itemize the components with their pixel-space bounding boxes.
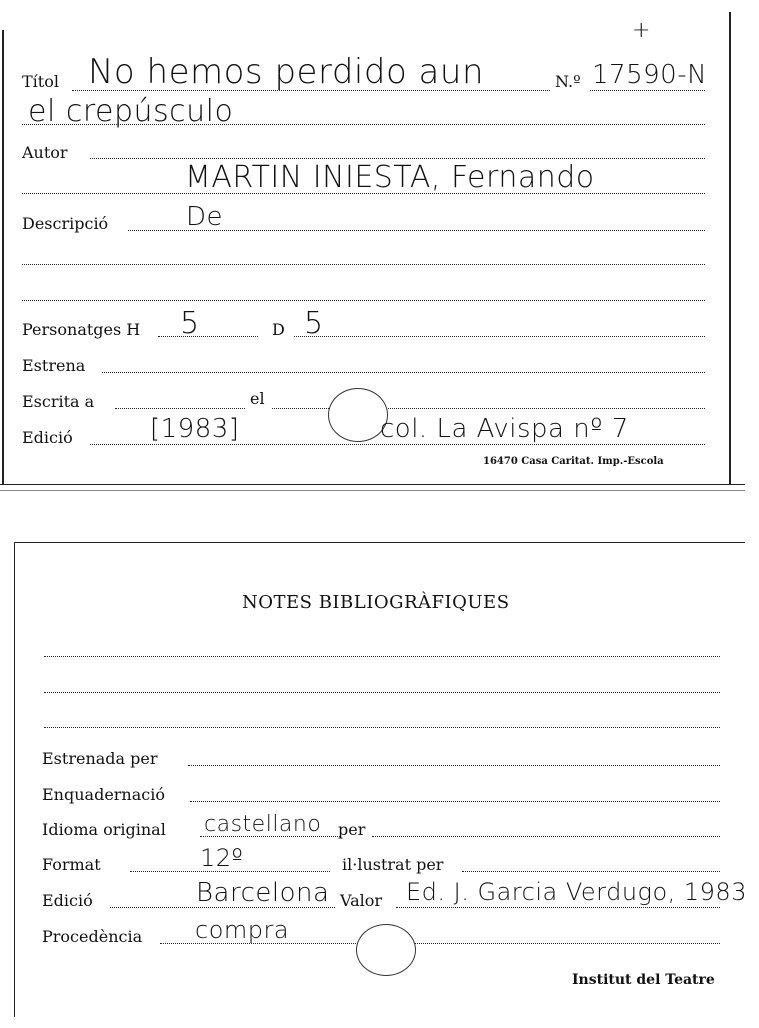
descripcio-value: De xyxy=(186,202,224,232)
escrita-line xyxy=(115,408,245,409)
personatges-d-line xyxy=(294,336,705,337)
descripcio-line-3 xyxy=(22,300,705,301)
edicio-year-value: [1983] xyxy=(150,414,240,444)
notes-line-2 xyxy=(44,692,720,693)
personatges-h-line xyxy=(158,336,258,337)
label-autor: Autor xyxy=(22,143,68,162)
estrenada-line xyxy=(188,765,720,766)
institute-footer: Institut del Teatre xyxy=(572,972,715,988)
label-idioma: Idioma original xyxy=(42,820,166,839)
valor-line xyxy=(396,907,720,908)
procedencia-value: compra xyxy=(195,916,290,944)
label-descripcio: Descripció xyxy=(22,214,109,233)
label-procedencia: Procedència xyxy=(42,927,143,946)
format-value: 12º xyxy=(200,844,244,872)
notes-line-3 xyxy=(44,727,720,728)
personatges-h-value: 5 xyxy=(180,306,200,341)
numero-line xyxy=(590,90,705,91)
section-heading: NOTES BIBLIOGRÀFIQUES xyxy=(242,592,510,613)
valor-value: Ed. J. Garcia Verdugo, 1983 xyxy=(406,878,747,906)
label-personatges: Personatges H xyxy=(22,320,141,339)
label-personatges-d: D xyxy=(272,320,285,339)
card2-border-left xyxy=(14,542,15,1017)
label-per: per xyxy=(338,820,366,839)
label-estrena: Estrena xyxy=(22,356,86,375)
punch-hole-2 xyxy=(356,924,416,976)
card-border-left xyxy=(2,30,4,485)
plus-mark: + xyxy=(632,18,651,43)
card-border-bottom-2 xyxy=(0,490,745,491)
card2-border-top xyxy=(14,542,745,543)
punch-hole xyxy=(328,388,388,442)
edicio-col-value: col. La Avispa nº 7 xyxy=(380,414,629,444)
label-format: Format xyxy=(42,855,101,874)
label-numero: N.º xyxy=(555,72,581,91)
label-escrita: Escrita a xyxy=(22,392,95,411)
catalog-card-front xyxy=(0,0,759,500)
estrena-line xyxy=(102,372,705,373)
titol-value-line2: el crepúsculo xyxy=(28,94,234,129)
edicio-line xyxy=(90,444,705,445)
label-edicio: Edició xyxy=(22,428,73,447)
card-border-right xyxy=(729,12,731,484)
catalog-card-back xyxy=(0,530,759,1028)
numero-value: 17590-N xyxy=(592,60,708,90)
notes-line-1 xyxy=(44,656,720,657)
descripcio-line-2 xyxy=(22,264,705,265)
titol-value-line1: No hemos perdido aun xyxy=(88,52,484,92)
autor-line xyxy=(90,158,705,159)
idioma-value: castellano xyxy=(204,812,322,837)
per-line xyxy=(372,836,720,837)
label-el: el xyxy=(250,389,265,408)
edicio-2-value: Barcelona xyxy=(196,878,330,908)
personatges-d-value: 5 xyxy=(304,306,324,341)
label-enquadernacio: Enquadernació xyxy=(42,785,165,804)
label-edicio-2: Edició xyxy=(42,891,93,910)
label-valor: Valor xyxy=(340,891,383,910)
label-estrenada: Estrenada per xyxy=(42,749,158,768)
label-titol: Títol xyxy=(22,72,59,91)
label-illustrat: il·lustrat per xyxy=(342,855,444,874)
enquadernacio-line xyxy=(190,801,720,802)
autor-value: MARTIN INIESTA, Fernando xyxy=(185,160,595,195)
card-border-bottom xyxy=(0,484,745,485)
printer-footer: 16470 Casa Caritat. Imp.-Escola xyxy=(483,456,664,467)
illustrat-line xyxy=(462,871,720,872)
